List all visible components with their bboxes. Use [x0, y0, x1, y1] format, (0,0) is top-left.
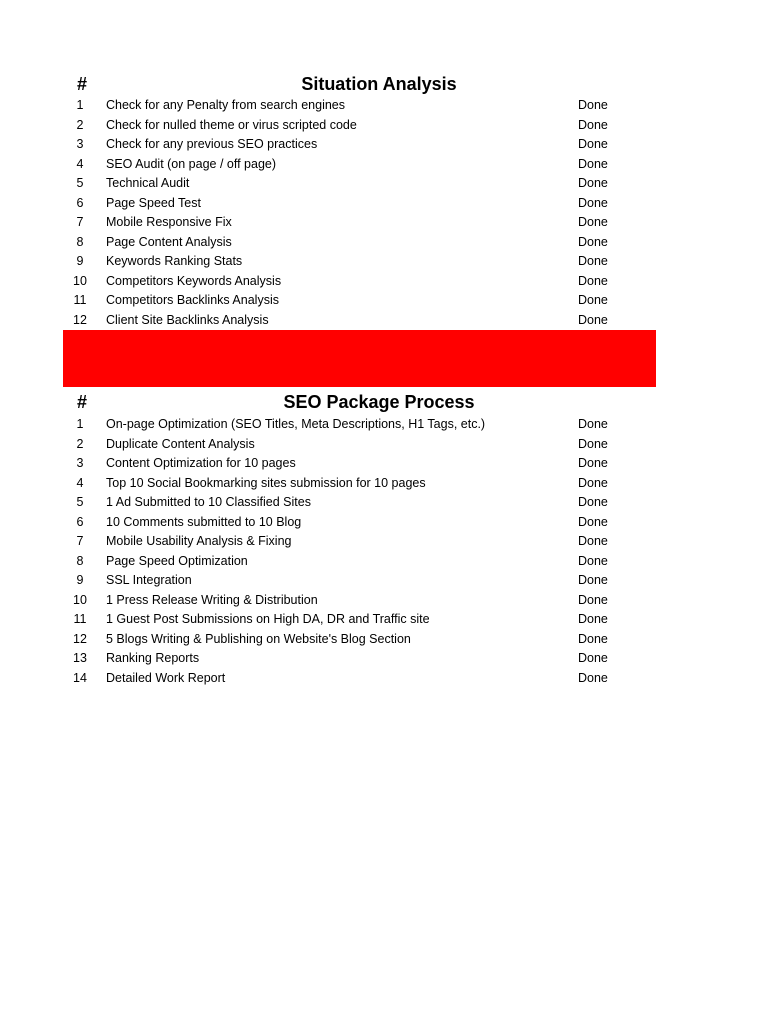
task-label: 5 Blogs Writing & Publishing on Website's Blog Section — [106, 631, 411, 646]
status-cell: Done — [578, 553, 608, 568]
table-row — [63, 532, 656, 552]
row-number: 7 — [76, 215, 84, 229]
row-number: 2 — [76, 436, 84, 451]
status-cell: Done — [578, 417, 608, 431]
status-cell: Done — [578, 234, 608, 249]
task-label: SSL Integration — [106, 573, 192, 587]
task-label: 1 Press Release Writing & Distribution — [106, 592, 318, 607]
row-number: 3 — [76, 456, 84, 470]
task-label: Client Site Backlinks Analysis — [106, 312, 269, 327]
number-column-header: # — [77, 392, 88, 412]
table-row — [63, 493, 656, 513]
row-number: 8 — [76, 553, 84, 568]
row-number: 11 — [73, 293, 87, 307]
table-row — [63, 474, 656, 494]
table-row — [63, 630, 656, 650]
task-label: 10 Comments submitted to 10 Blog — [106, 514, 302, 529]
row-number: 6 — [76, 195, 84, 210]
row-number: 14 — [73, 670, 87, 685]
table-row — [63, 669, 656, 689]
task-label: Mobile Responsive Fix — [106, 215, 232, 229]
status-cell: Done — [578, 156, 608, 171]
table-row — [63, 155, 656, 175]
task-label: Top 10 Social Bookmarking sites submission for 10 pages — [106, 475, 426, 490]
task-label: Technical Audit — [106, 176, 190, 190]
row-number: 11 — [73, 612, 87, 626]
row-number: 5 — [76, 495, 84, 509]
status-cell: Done — [578, 137, 608, 151]
status-cell: Done — [578, 456, 608, 470]
table-row — [63, 610, 656, 630]
table-row — [63, 272, 656, 292]
task-label: Check for any previous SEO practices — [106, 137, 318, 151]
task-label: Keywords Ranking Stats — [106, 254, 243, 268]
seo-package-process-header — [63, 387, 656, 417]
status-cell: Done — [578, 514, 608, 529]
status-cell: Done — [578, 176, 608, 190]
table-row — [63, 591, 656, 611]
row-number: 9 — [76, 254, 84, 268]
task-label: Detailed Work Report — [106, 670, 226, 685]
table-row — [63, 213, 656, 233]
task-label: Check for any Penalty from search engines — [106, 98, 346, 112]
status-cell: Done — [578, 312, 608, 327]
row-number: 3 — [76, 137, 84, 151]
table-row — [63, 174, 656, 194]
table-row — [63, 415, 656, 435]
task-label: Page Speed Test — [106, 195, 201, 210]
row-number: 5 — [76, 176, 84, 190]
table-row — [63, 649, 656, 669]
situation-analysis-list — [63, 96, 656, 330]
status-cell: Done — [578, 436, 608, 451]
task-label: SEO Audit (on page / off page) — [106, 156, 277, 171]
status-cell: Done — [578, 573, 608, 587]
task-label: 1 Ad Submitted to 10 Classified Sites — [106, 495, 311, 509]
seo-package-process-list — [63, 415, 656, 688]
row-number: 1 — [76, 98, 84, 112]
row-number: 2 — [76, 117, 84, 132]
row-number: 7 — [76, 534, 84, 548]
status-cell: Done — [578, 117, 608, 132]
table-row — [63, 454, 656, 474]
row-number: 6 — [76, 514, 84, 529]
table-row — [63, 96, 656, 116]
row-number: 10 — [73, 273, 87, 288]
row-number: 9 — [76, 573, 84, 587]
section-title: SEO Package Process — [283, 392, 475, 412]
status-cell: Done — [578, 475, 608, 490]
status-cell: Done — [578, 534, 608, 548]
status-cell: Done — [578, 592, 608, 607]
situation-analysis-header — [63, 69, 656, 99]
table-row — [63, 194, 656, 214]
task-label: Page Content Analysis — [106, 234, 232, 249]
task-label: Duplicate Content Analysis — [106, 436, 255, 451]
row-number: 10 — [73, 592, 87, 607]
table-row — [63, 291, 656, 311]
row-number: 1 — [76, 417, 84, 431]
table-row — [63, 233, 656, 253]
table-row — [63, 513, 656, 533]
status-cell: Done — [578, 670, 608, 685]
section-title: Situation Analysis — [301, 74, 457, 94]
table-row — [63, 116, 656, 136]
status-cell: Done — [578, 651, 608, 665]
status-cell: Done — [578, 254, 608, 268]
table-row — [63, 135, 656, 155]
row-number: 12 — [73, 631, 87, 646]
task-label: Competitors Keywords Analysis — [106, 273, 282, 288]
status-cell: Done — [578, 273, 608, 288]
row-number: 13 — [73, 651, 87, 665]
task-label: On-page Optimization (SEO Titles, Meta Descriptions, H1 Tags, etc.) — [106, 417, 486, 431]
red-separator-band — [63, 330, 656, 387]
status-cell: Done — [578, 195, 608, 210]
task-label: Content Optimization for 10 pages — [106, 456, 296, 470]
row-number: 4 — [76, 156, 84, 171]
table-row — [63, 252, 656, 272]
task-label: Check for nulled theme or virus scripted code — [106, 117, 357, 132]
table-row — [63, 435, 656, 455]
table-row — [63, 552, 656, 572]
status-cell: Done — [578, 631, 608, 646]
task-label: Competitors Backlinks Analysis — [106, 293, 279, 307]
status-cell: Done — [578, 215, 608, 229]
task-label: Mobile Usability Analysis & Fixing — [106, 534, 292, 548]
row-number: 12 — [73, 312, 87, 327]
number-column-header: # — [77, 74, 88, 94]
row-number: 4 — [76, 475, 84, 490]
task-label: Page Speed Optimization — [106, 553, 248, 568]
table-row — [63, 311, 656, 331]
row-number: 8 — [76, 234, 84, 249]
status-cell: Done — [578, 495, 608, 509]
task-label: Ranking Reports — [106, 651, 200, 665]
status-cell: Done — [578, 612, 608, 626]
table-row — [63, 571, 656, 591]
task-label: 1 Guest Post Submissions on High DA, DR and Traffic site — [106, 612, 430, 626]
status-cell: Done — [578, 98, 608, 112]
status-cell: Done — [578, 293, 608, 307]
